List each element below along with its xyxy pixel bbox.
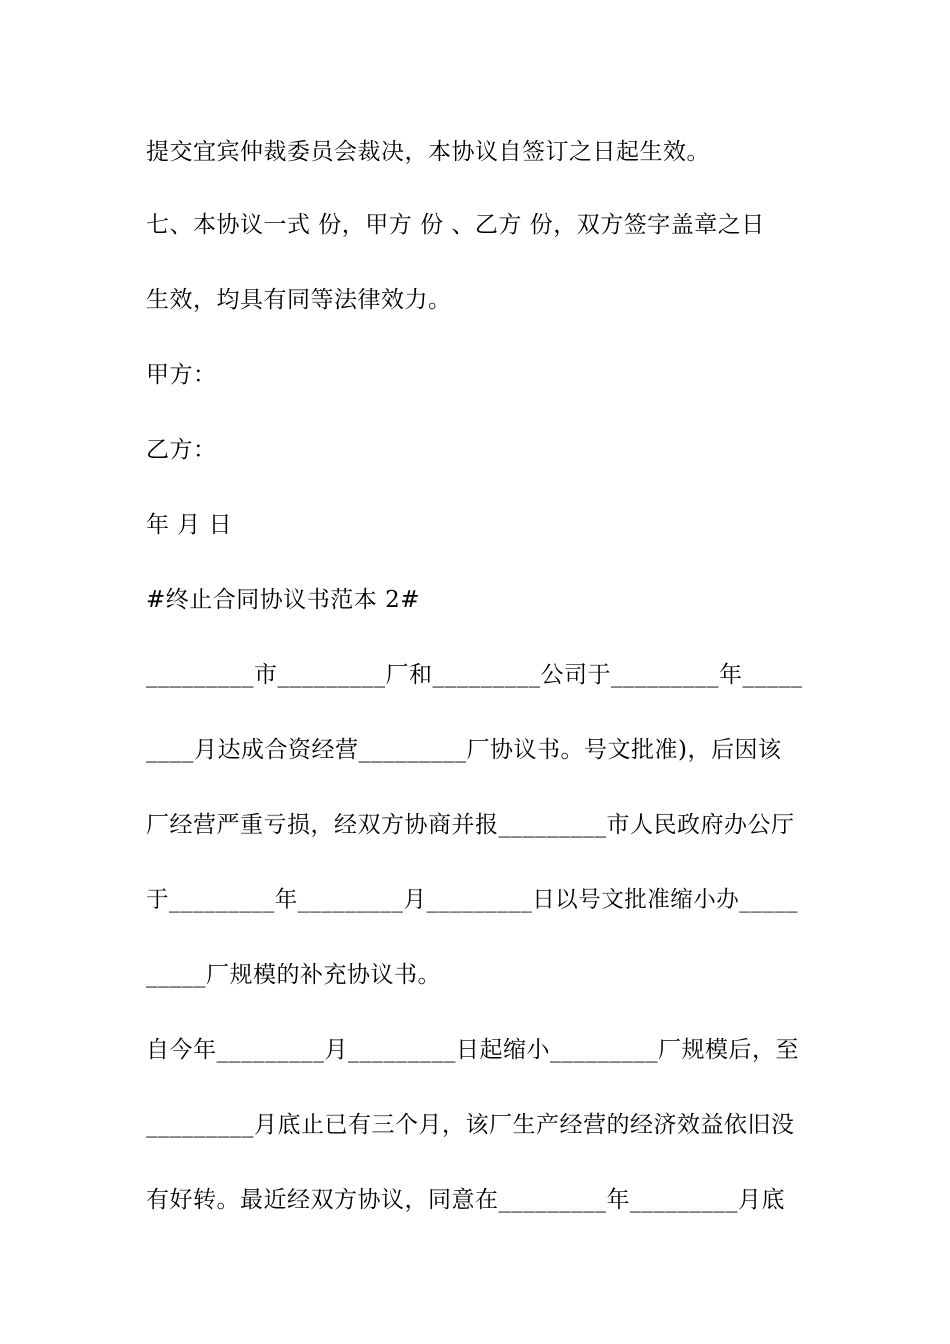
paragraph-line: _________月底止已有三个月，该厂生产经营的经济效益依旧没 xyxy=(146,1112,795,1138)
paragraph-line: 七、本协议一式 份，甲方 份 、乙方 份，双方签字盖章之日 xyxy=(146,212,765,238)
paragraph-line: 自今年_________月_________日起缩小_________厂规模后，至 xyxy=(146,1037,799,1063)
section-heading: #终止合同协议书范本 2# xyxy=(146,587,420,613)
paragraph-line: _________市_________厂和_________公司于_________年_____ xyxy=(146,662,803,688)
party-b-label: 乙方： xyxy=(146,437,217,463)
paragraph-line: 有好转。最近经双方协议，同意在_________年_________月底 xyxy=(146,1187,785,1213)
party-a-label: 甲方： xyxy=(146,362,217,388)
paragraph-line: 厂经营严重亏损，经双方协商并报_________市人民政府办公厅 xyxy=(146,812,795,838)
paragraph-line: _____厂规模的补充协议书。 xyxy=(146,962,441,988)
date-line: 年 月 日 xyxy=(146,512,233,538)
paragraph-line: 于_________年_________月_________日以号文批准缩小办_____ xyxy=(146,887,799,913)
paragraph-line: ____月达成合资经营_________厂协议书。号文批准)，后因该 xyxy=(146,737,782,763)
paragraph-line: 提交宜宾仲裁委员会裁决，本协议自签订之日起生效。 xyxy=(146,139,710,165)
paragraph-line: 生效，均具有同等法律效力。 xyxy=(146,287,452,313)
